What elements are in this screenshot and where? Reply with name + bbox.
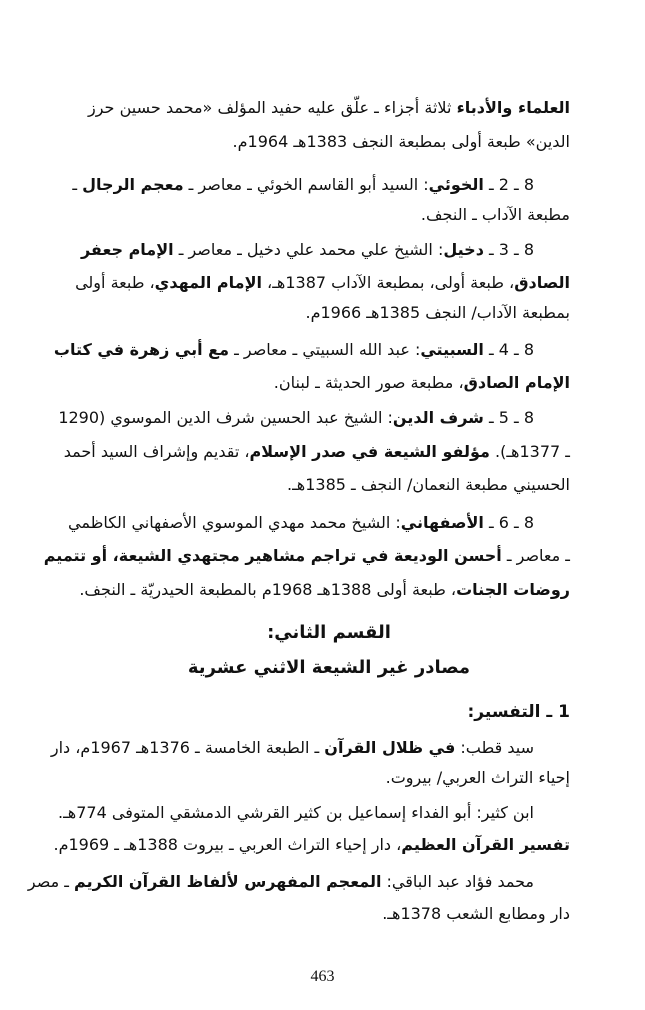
bold-title-text: مع أبي زهرة في كتاب xyxy=(53,340,230,359)
body-text: 8 ـ 4 ـ xyxy=(483,340,534,359)
body-text: ـ معاصر ـ xyxy=(501,546,570,565)
bold-title-text: الصادق xyxy=(514,273,570,292)
bold-title-text: معجم الرجال xyxy=(82,175,184,194)
text-line xyxy=(88,764,570,792)
bold-title-text: السبيتي xyxy=(420,340,484,359)
body-text: : عبد الله السبيتي ـ معاصر ـ xyxy=(229,340,421,359)
text-line xyxy=(43,542,570,570)
bold-title-text: في ظلال القرآن xyxy=(324,738,456,757)
text-line xyxy=(88,900,570,928)
text-line xyxy=(75,269,570,297)
bold-title-text: شرف الدين xyxy=(392,408,484,427)
text-line xyxy=(58,799,570,827)
body-text: : الشيخ محمد مهدي الموسوي الأصفهاني الكاظمي xyxy=(68,513,401,532)
bold-title-text: العلماء والأدباء xyxy=(456,98,570,117)
body-text: ثلاثة أجزاء ـ علّق عليه حفيد المؤلف «محمد حسين حرز xyxy=(88,98,457,117)
body-text: ، دار إحياء التراث العربي ـ بيروت 1388هـ ـ 1969م. xyxy=(53,835,402,854)
text-line xyxy=(88,201,570,229)
text-line xyxy=(53,336,570,364)
page-number: 463 xyxy=(310,968,335,985)
body-text: ـ مصر xyxy=(27,872,75,891)
body-text: محمد فؤاد عبد الباقي: xyxy=(381,872,534,891)
text-line xyxy=(80,236,570,264)
text-line xyxy=(27,868,570,896)
bold-title-text: مؤلفو الشيعة في صدر الإسلام xyxy=(249,442,490,461)
body-text: : الشيخ عبد الحسين شرف الدين الموسوي (1290 xyxy=(58,408,393,427)
text-line xyxy=(79,576,570,604)
bold-title-text: أحسن الوديعة في تراجم مشاهير مجتهدي الشيعة، أو تتميم xyxy=(43,546,502,565)
bold-title-text: دخيل xyxy=(443,240,484,259)
body-text: ـ 1377هـ). xyxy=(489,442,570,461)
bold-title-text: المعجم المفهرس لألفاظ القرآن الكريم xyxy=(74,872,382,891)
text-line xyxy=(53,831,570,859)
text-line xyxy=(72,171,570,199)
body-text: ، تقديم وإشراف السيد أحمد xyxy=(63,442,250,461)
text-line xyxy=(88,128,570,156)
text-line xyxy=(58,404,570,432)
text-line xyxy=(88,299,570,327)
body-text: دار ومطابع الشعب 1378هـ. xyxy=(382,904,570,923)
text-line xyxy=(88,369,570,397)
bold-title-text: الأصفهاني xyxy=(400,513,484,532)
section-title: مصادر غير الشيعة الاثني عشرية xyxy=(187,657,471,678)
body-text: : الشيخ علي محمد علي دخيل ـ معاصر ـ xyxy=(173,240,444,259)
body-text: 8 ـ 3 ـ xyxy=(483,240,534,259)
body-text: 8 ـ 5 ـ xyxy=(483,408,534,427)
text-line xyxy=(50,734,570,762)
bold-title-text: الخوئي xyxy=(428,175,484,194)
body-text: إحياء التراث العربي/ بيروت. xyxy=(385,768,570,787)
bold-title-text: الإمام المهدي xyxy=(154,273,262,292)
section-heading: القسم الثاني: xyxy=(267,622,391,643)
bold-title-text: الإمام جعفر xyxy=(80,240,174,259)
subsection-heading: 1 ـ التفسير: xyxy=(467,702,570,722)
body-text: ، مطبعة صور الحديثة ـ لبنان. xyxy=(273,373,464,392)
bold-title-text: تفسير القرآن العظيم xyxy=(401,835,570,854)
body-text: ، طبعة أولى xyxy=(75,273,155,292)
body-text: ـ xyxy=(72,175,83,194)
bold-title-text: روضات الجنات xyxy=(456,580,570,599)
body-text: الدين» طبعة أولى بمطبعة النجف 1383هـ 1964م. xyxy=(232,132,570,151)
body-text: الحسيني مطبعة النعمان/ النجف ـ 1385هـ. xyxy=(287,475,570,494)
text-line xyxy=(88,471,570,499)
body-text: سيد قطب: xyxy=(455,738,534,757)
body-text: مطبعة الآداب ـ النجف. xyxy=(420,205,570,224)
bold-title-text: الإمام الصادق xyxy=(463,373,570,392)
text-line xyxy=(88,94,570,122)
body-text: ، طبعة أولى 1388هـ 1968م بالمطبعة الحيدريّة ـ النجف. xyxy=(79,580,457,599)
text-line xyxy=(68,509,570,537)
body-text: : السيد أبو القاسم الخوئي ـ معاصر ـ xyxy=(183,175,429,194)
body-text: ابن كثير: أبو الفداء إسماعيل بن كثير القرشي الدمشقي المتوفى 774هـ. xyxy=(58,803,534,822)
body-text: ـ الطبعة الخامسة ـ 1376هـ 1967م، دار xyxy=(50,738,325,757)
body-text: 8 ـ 2 ـ xyxy=(483,175,534,194)
body-text: 8 ـ 6 ـ xyxy=(483,513,534,532)
body-text: بمطبعة الآداب/ النجف 1385هـ 1966م. xyxy=(305,303,570,322)
text-line xyxy=(63,438,570,466)
body-text: ، طبعة أولى، بمطبعة الآداب 1387هـ، xyxy=(261,273,515,292)
